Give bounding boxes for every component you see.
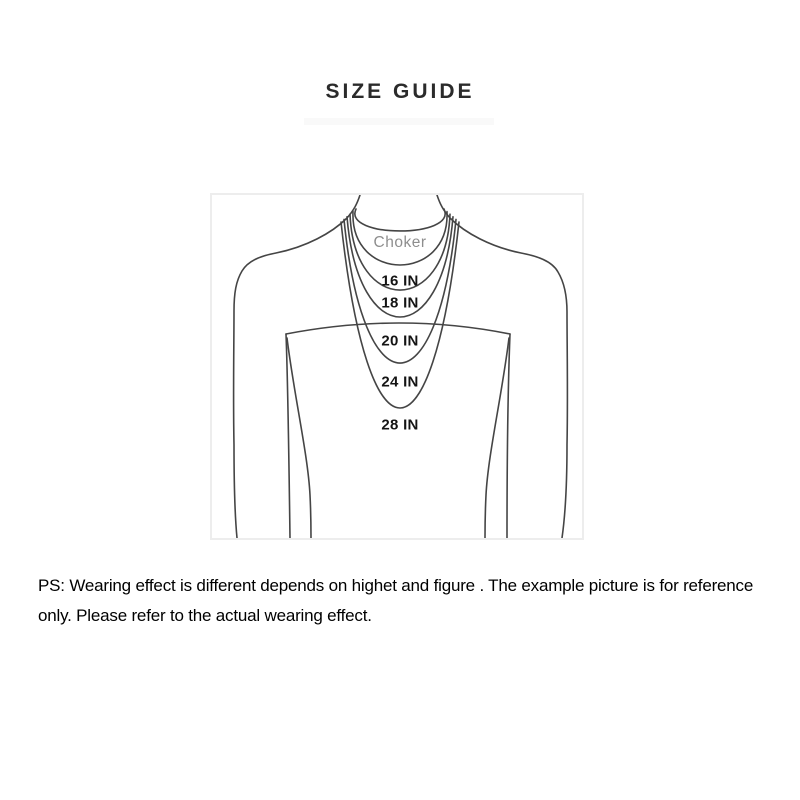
necklace-length-label-24in: 24 IN	[381, 373, 419, 391]
size-note	[38, 571, 753, 631]
necklace-curve-choker	[355, 209, 445, 231]
torso-waist-line-right	[485, 338, 509, 538]
inner-arm-line-right	[507, 334, 510, 538]
size-note-line-1: PS: Wearing effect is different depends on highet and figure . The example picture is for reference	[38, 576, 754, 595]
necklace-length-label-16in: 16 IN	[381, 272, 419, 290]
necklace-length-label-18in: 18 IN	[381, 294, 419, 312]
inner-arm-line-left	[286, 334, 290, 538]
necklace-length-label-20in: 20 IN	[381, 332, 419, 350]
title-underline	[304, 118, 494, 125]
size-note-line-2: only. Please refer to the actual wearing effect.	[38, 606, 372, 625]
necklace-length-label-choker: Choker	[373, 234, 427, 251]
page-title: SIZE GUIDE	[325, 80, 475, 103]
necklace-length-label-28in: 28 IN	[381, 416, 419, 434]
torso-waist-line-left	[287, 338, 311, 538]
neck-shoulder-arm-outline-left	[234, 195, 360, 538]
size-guide-diagram	[210, 193, 584, 540]
